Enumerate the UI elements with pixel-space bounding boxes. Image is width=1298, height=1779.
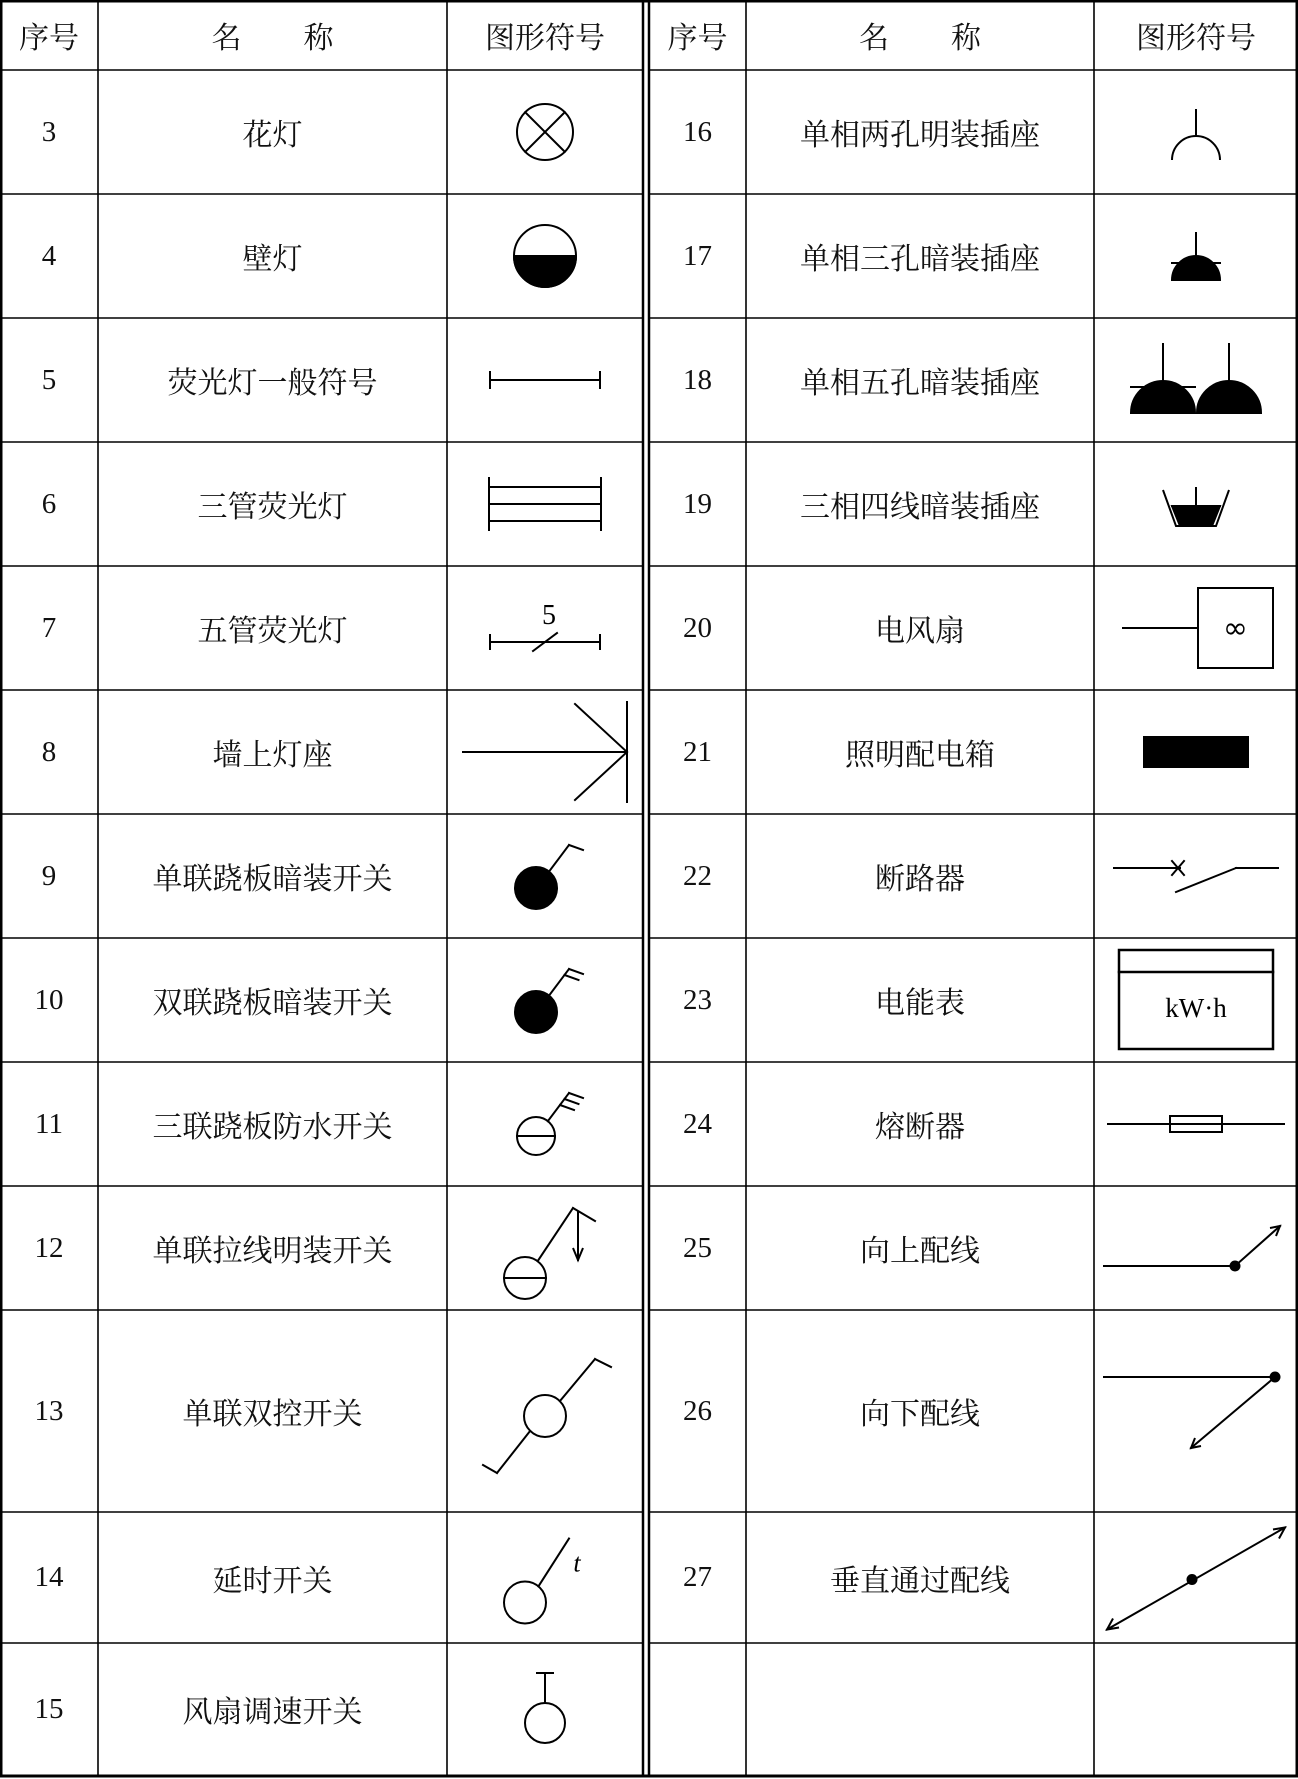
triple-fluorescent-lamp-icon xyxy=(489,478,601,530)
row-index xyxy=(649,1643,746,1775)
chandelier-icon xyxy=(517,104,573,160)
two-way-switch-icon xyxy=(483,1359,611,1473)
row-name: 电能表 xyxy=(875,986,965,1021)
row-index: 15 xyxy=(34,1692,64,1725)
row-name: 五管荧光灯 xyxy=(197,614,348,649)
row-name: 电风扇 xyxy=(875,614,965,649)
header-index-left: 序号 xyxy=(19,21,79,56)
surface-socket-2pin-icon xyxy=(1172,110,1220,160)
row-index: 26 xyxy=(683,1394,712,1427)
row-index: 16 xyxy=(683,115,712,148)
row-name: 单相五孔暗装插座 xyxy=(800,366,1040,401)
row-index: 20 xyxy=(683,611,712,644)
row-index: 19 xyxy=(683,487,712,520)
row-name: 单相三孔暗装插座 xyxy=(800,242,1040,277)
row-index: 10 xyxy=(34,983,64,1016)
row-name: 花灯 xyxy=(242,118,303,153)
row-name: 三联跷板防水开关 xyxy=(152,1110,393,1145)
row-index: 11 xyxy=(35,1107,63,1140)
row-index: 4 xyxy=(41,239,57,272)
five-tube-fluorescent-lamp-icon xyxy=(490,600,600,651)
double-rocker-switch-icon xyxy=(515,969,583,1033)
row-index: 5 xyxy=(41,363,57,396)
fluorescent-lamp-icon xyxy=(490,372,600,388)
row-index: 27 xyxy=(683,1561,712,1593)
row-index: 25 xyxy=(683,1231,712,1264)
row-name: 熔断器 xyxy=(875,1110,965,1145)
fan-speed-switch-icon xyxy=(525,1673,565,1743)
row-index: 17 xyxy=(683,239,712,272)
time-delay-switch-icon xyxy=(504,1539,581,1624)
row-index: 24 xyxy=(683,1107,712,1140)
row-name: 照明配电箱 xyxy=(845,738,995,773)
wiring-up-icon xyxy=(1104,1226,1280,1271)
row-index: 14 xyxy=(34,1561,64,1593)
row-name: 三相四线暗装插座 xyxy=(800,490,1040,525)
header-symbol-right: 图形符号 xyxy=(1136,21,1256,56)
distribution-box-icon xyxy=(1143,736,1249,768)
tube-count-label: 5 xyxy=(542,600,556,631)
header-index-right: 序号 xyxy=(667,21,728,56)
header-name-left: 名称 xyxy=(211,21,396,56)
row-name: 单联跷板暗装开关 xyxy=(152,862,393,897)
wall-lamp-icon xyxy=(514,225,576,287)
single-rocker-switch-icon xyxy=(515,845,583,909)
row-index: 8 xyxy=(41,735,57,768)
fan-infinity-glyph: ∞ xyxy=(1223,611,1248,646)
row-name: 单相两孔明装插座 xyxy=(800,118,1040,153)
circuit-breaker-icon xyxy=(1114,861,1278,892)
row-name: 延时开关 xyxy=(212,1563,333,1599)
row-index: 18 xyxy=(683,363,712,396)
three-phase-socket-icon xyxy=(1163,488,1229,526)
row-name: 风扇调速开关 xyxy=(182,1695,363,1730)
fuse-icon xyxy=(1108,1116,1284,1132)
delay-t-label: t xyxy=(573,1548,581,1578)
row-index: 6 xyxy=(41,487,57,520)
pull-cord-switch-icon xyxy=(504,1208,595,1299)
meter-unit-label: kW·h xyxy=(1165,993,1227,1023)
header-symbol-left: 图形符号 xyxy=(485,21,605,56)
row-name: 单联双控开关 xyxy=(182,1397,363,1432)
row-index: 22 xyxy=(683,859,712,892)
row-index: 3 xyxy=(41,115,57,148)
vertical-through-wiring-icon xyxy=(1107,1528,1285,1630)
row-name: 壁灯 xyxy=(242,242,303,277)
triple-waterproof-switch-icon xyxy=(517,1093,583,1155)
row-index: 21 xyxy=(683,735,712,768)
row-name: 三管荧光灯 xyxy=(197,490,348,525)
row-name: 断路器 xyxy=(875,862,965,897)
concealed-socket-3pin-icon xyxy=(1172,233,1220,280)
row-index: 9 xyxy=(41,859,57,892)
header-name-right: 名称 xyxy=(859,21,1043,56)
row-name: 荧光灯一般符号 xyxy=(167,366,378,401)
row-name: 双联跷板暗装开关 xyxy=(152,986,393,1021)
row-name: 向上配线 xyxy=(860,1234,980,1269)
row-name: 墙上灯座 xyxy=(212,738,333,773)
row-index: 23 xyxy=(683,983,712,1016)
row-index: 7 xyxy=(41,611,57,644)
row-name: 单联拉线明装开关 xyxy=(152,1234,393,1269)
energy-meter-icon xyxy=(1119,950,1273,1049)
row-name: 垂直通过配线 xyxy=(830,1563,1010,1599)
wiring-down-icon xyxy=(1104,1373,1280,1449)
concealed-socket-5pin-icon xyxy=(1131,344,1261,413)
row-name: 向下配线 xyxy=(860,1397,980,1432)
row-name xyxy=(746,1643,1094,1775)
wall-lamp-holder-icon xyxy=(463,702,627,802)
row-index: 13 xyxy=(34,1394,64,1427)
electric-fan-icon xyxy=(1123,588,1273,668)
row-index: 12 xyxy=(34,1231,64,1264)
